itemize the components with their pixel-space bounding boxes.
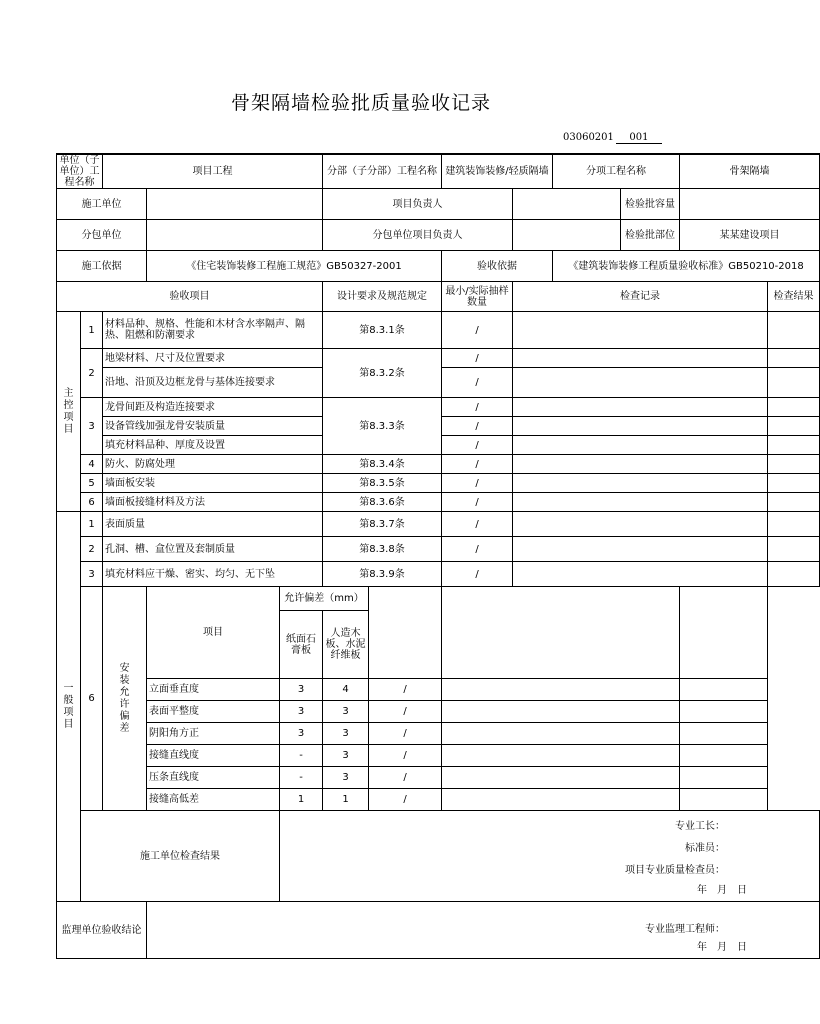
general-item-record[interactable] <box>513 512 768 537</box>
main-item-sample: / <box>442 312 513 349</box>
main-item-record[interactable] <box>513 474 768 493</box>
main-item-no: 3 <box>81 398 103 455</box>
tolerance-row-name: 表面平整度 <box>147 701 280 723</box>
main-item-spec: 第8.3.2条 <box>323 349 442 398</box>
general-item-sample: / <box>442 537 513 562</box>
standard-label: 标准员： <box>685 843 725 854</box>
tolerance-row-name: 接缝高低差 <box>147 789 280 811</box>
general-item-text: 填充材料应干燥、密实、均匀、无下坠 <box>103 562 323 587</box>
tolerance-row-record[interactable] <box>442 679 680 701</box>
form-code-value: 03060201 <box>563 132 614 143</box>
col-record: 检查记录 <box>513 282 768 312</box>
general-item-record[interactable] <box>513 537 768 562</box>
main-item-record[interactable] <box>513 455 768 474</box>
main-item-record[interactable] <box>513 349 768 368</box>
main-item-text: 防火、防腐处理 <box>103 455 323 474</box>
main-item-result[interactable] <box>768 368 820 398</box>
col-sample: 最小/实际抽样数量 <box>442 282 513 312</box>
main-item-text: 龙骨间距及构造连接要求 <box>103 398 323 417</box>
tolerance-row-v1: 3 <box>280 679 323 701</box>
main-item-text: 设备管线加强龙骨安装质量 <box>103 417 323 436</box>
general-items-label: 一般项目 <box>57 512 81 902</box>
general-item-spec: 第8.3.7条 <box>323 512 442 537</box>
capacity-label: 检验批容量 <box>621 189 680 220</box>
general-item-result[interactable] <box>768 512 820 537</box>
tolerance-row-result[interactable] <box>680 723 768 745</box>
contractor-check-area[interactable] <box>280 811 820 902</box>
tolerance-no: 6 <box>81 587 103 811</box>
col-item: 验收项目 <box>57 282 323 312</box>
main-item-result[interactable] <box>768 349 820 368</box>
main-item-sample: / <box>442 398 513 417</box>
capacity-value[interactable] <box>680 189 820 220</box>
sub-pm-value[interactable] <box>513 220 621 251</box>
part-value[interactable]: 某某建设项目 <box>680 220 820 251</box>
general-item-sample: / <box>442 562 513 587</box>
subitem-value[interactable]: 骨架隔墙 <box>680 154 820 189</box>
tolerance-group-label: 安装允许偏差 <box>119 662 130 734</box>
tolerance-row-sample: / <box>369 701 442 723</box>
tolerance-col1: 纸面石膏板 <box>280 611 323 679</box>
tolerance-row-record[interactable] <box>442 789 680 811</box>
tolerance-row-v2: 3 <box>323 723 369 745</box>
main-item-text: 墙面板安装 <box>103 474 323 493</box>
main-item-result[interactable] <box>768 312 820 349</box>
engineer-label: 专业监理工程师： <box>645 924 725 935</box>
main-item-sample: / <box>442 493 513 512</box>
tolerance-row-v2: 3 <box>323 767 369 789</box>
main-item-spec: 第8.3.5条 <box>323 474 442 493</box>
general-item-text: 孔洞、槽、盒位置及套制质量 <box>103 537 323 562</box>
tolerance-row-v1: - <box>280 767 323 789</box>
main-item-spec: 第8.3.6条 <box>323 493 442 512</box>
general-item-no: 2 <box>81 537 103 562</box>
main-item-no: 4 <box>81 455 103 474</box>
general-item-result[interactable] <box>768 537 820 562</box>
main-item-text: 材料品种、规格、性能和木材含水率隔声、隔热、阻燃和防潮要求 <box>103 312 323 349</box>
tolerance-row-sample: / <box>369 767 442 789</box>
main-item-result[interactable] <box>768 474 820 493</box>
foreman-label: 专业工长： <box>675 821 725 832</box>
contractor-check-label: 施工单位检查结果 <box>81 811 280 902</box>
part-label: 检验批部位 <box>621 220 680 251</box>
col-result: 检查结果 <box>768 282 820 312</box>
supervisor-check-label: 监理单位验收结论 <box>57 902 147 959</box>
main-item-record[interactable] <box>513 398 768 417</box>
division-label: 分部（子分部）工程名称 <box>323 154 442 189</box>
pm-label: 项目负责人 <box>323 189 513 220</box>
main-items-label: 主控项目 <box>57 312 81 512</box>
tolerance-col2: 人造木板、水泥纤维板 <box>323 611 369 679</box>
main-item-sample: / <box>442 349 513 368</box>
tolerance-row-result[interactable] <box>680 789 768 811</box>
main-item-result[interactable] <box>768 417 820 436</box>
main-item-spec: 第8.3.1条 <box>323 312 442 349</box>
tolerance-row-name: 压条直线度 <box>147 767 280 789</box>
main-item-text: 填充材料品种、厚度及设置 <box>103 436 323 455</box>
tolerance-row-v2: 3 <box>323 745 369 767</box>
tolerance-item-header: 项目 <box>147 587 280 679</box>
tolerance-row-v1: 3 <box>280 723 323 745</box>
tolerance-row-result[interactable] <box>680 745 768 767</box>
inspector-label: 项目专业质量检查员： <box>625 865 725 876</box>
tolerance-row-name: 接缝直线度 <box>147 745 280 767</box>
main-item-sample: / <box>442 474 513 493</box>
main-item-no: 1 <box>81 312 103 349</box>
tolerance-row-result[interactable] <box>680 679 768 701</box>
main-item-result[interactable] <box>768 398 820 417</box>
division-value[interactable]: 建筑装饰装修/轻质隔墙 <box>442 154 553 189</box>
general-item-result[interactable] <box>768 562 820 587</box>
main-item-record[interactable] <box>513 312 768 349</box>
tolerance-result[interactable] <box>680 587 768 679</box>
tolerance-row-v1: 3 <box>280 701 323 723</box>
main-item-text: 沿地、沿顶及边框龙骨与基体连接要求 <box>103 368 323 398</box>
main-item-spec: 第8.3.4条 <box>323 455 442 474</box>
sub-value[interactable] <box>147 220 323 251</box>
general-item-spec: 第8.3.9条 <box>323 562 442 587</box>
main-item-text: 墙面板接缝材料及方法 <box>103 493 323 512</box>
tolerance-row-v1: - <box>280 745 323 767</box>
tolerance-row-result[interactable] <box>680 767 768 789</box>
tolerance-row-record[interactable] <box>442 745 680 767</box>
supervisor-date: 年 月 日 <box>697 942 747 953</box>
accept-basis-label: 验收依据 <box>442 251 553 282</box>
tolerance-row-record[interactable] <box>442 701 680 723</box>
form-number: 001 <box>616 132 662 144</box>
basis-label: 施工依据 <box>57 251 147 282</box>
main-item-result[interactable] <box>768 455 820 474</box>
basis-value[interactable]: 《住宅装饰装修工程施工规范》GB50327-2001 <box>147 251 442 282</box>
general-item-no: 3 <box>81 562 103 587</box>
unit-value[interactable]: 项目工程 <box>103 154 323 189</box>
tolerance-row-sample: / <box>369 789 442 811</box>
main-item-no: 2 <box>81 349 103 398</box>
main-item-no: 6 <box>81 493 103 512</box>
tolerance-row-sample: / <box>369 679 442 701</box>
tolerance-row-v2: 3 <box>323 701 369 723</box>
main-item-spec: 第8.3.3条 <box>323 398 442 455</box>
general-item-text: 表面质量 <box>103 512 323 537</box>
supervisor-check-area[interactable] <box>147 902 820 959</box>
general-item-no: 1 <box>81 512 103 537</box>
tolerance-row-v2: 1 <box>323 789 369 811</box>
main-item-record[interactable] <box>513 417 768 436</box>
tolerance-row-v2: 4 <box>323 679 369 701</box>
tolerance-group-spacer <box>103 587 147 811</box>
main-item-sample: / <box>442 436 513 455</box>
main-item-record[interactable] <box>513 493 768 512</box>
col-spec: 设计要求及规范规定 <box>323 282 442 312</box>
form-title: 骨架隔墙检验批质量验收记录 <box>230 92 491 114</box>
tolerance-record[interactable] <box>442 587 680 679</box>
tolerance-row-sample: / <box>369 745 442 767</box>
sub-label: 分包单位 <box>57 220 147 251</box>
form-code <box>563 132 662 144</box>
general-item-spec: 第8.3.8条 <box>323 537 442 562</box>
contractor-value[interactable] <box>147 189 323 220</box>
tolerance-row-record[interactable] <box>442 767 680 789</box>
tolerance-row-name: 立面垂直度 <box>147 679 280 701</box>
subitem-label: 分项工程名称 <box>553 154 680 189</box>
pm-value[interactable] <box>513 189 621 220</box>
sub-pm-label: 分包单位项目负责人 <box>323 220 513 251</box>
tolerance-row-name: 阴阳角方正 <box>147 723 280 745</box>
contractor-label: 施工单位 <box>57 189 147 220</box>
accept-basis-value[interactable]: 《建筑装饰装修工程质量验收标准》GB50210-2018 <box>553 251 820 282</box>
main-item-sample: / <box>442 455 513 474</box>
main-item-result[interactable] <box>768 436 820 455</box>
main-item-result[interactable] <box>768 493 820 512</box>
general-item-record[interactable] <box>513 562 768 587</box>
tolerance-row-record[interactable] <box>442 723 680 745</box>
contractor-date: 年 月 日 <box>697 885 747 896</box>
main-item-record[interactable] <box>513 368 768 398</box>
main-item-sample: / <box>442 368 513 398</box>
main-item-record[interactable] <box>513 436 768 455</box>
main-item-sample: / <box>442 417 513 436</box>
tolerance-blank <box>369 587 442 679</box>
inspection-record-table <box>56 153 820 959</box>
tolerance-allow-header: 允许偏差（mm） <box>280 587 369 611</box>
general-item-sample: / <box>442 512 513 537</box>
unit-label: 单位（子单位）工程名称 <box>57 154 103 189</box>
main-item-no: 5 <box>81 474 103 493</box>
tolerance-row-sample: / <box>369 723 442 745</box>
tolerance-row-result[interactable] <box>680 701 768 723</box>
main-item-text: 地梁材料、尺寸及位置要求 <box>103 349 323 368</box>
tolerance-row-v1: 1 <box>280 789 323 811</box>
